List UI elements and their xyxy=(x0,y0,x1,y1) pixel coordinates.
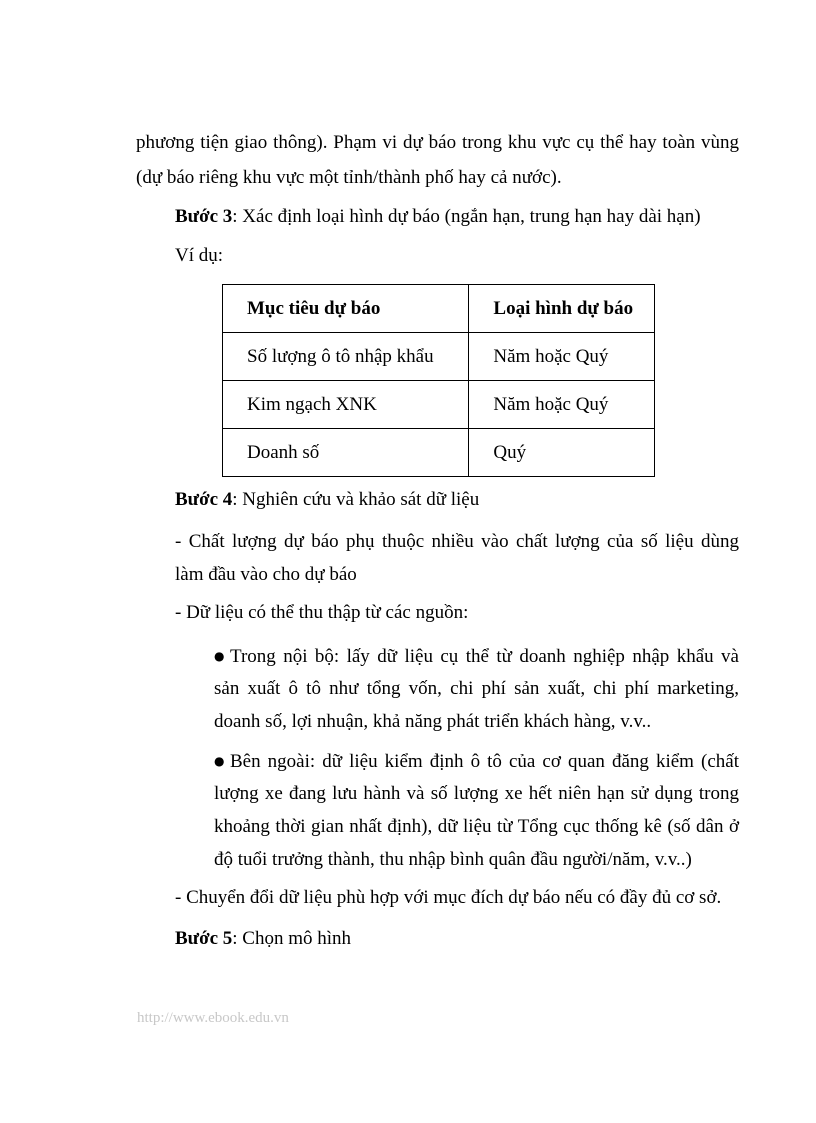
step-4-label: Bước 4 xyxy=(175,489,233,510)
step-5-text: : Chọn mô hình xyxy=(232,928,352,949)
table-header-cell: Loại hình dự báo xyxy=(469,285,655,333)
table-row xyxy=(223,381,655,429)
footer-url: http://www.ebook.edu.vn xyxy=(137,1010,289,1026)
step-5-heading xyxy=(175,927,351,951)
internal-source-line-3: doanh số, lợi nhuận, khả năng phát triển khách hàng, v.v.. xyxy=(214,711,652,732)
conversion-point: - Chuyển đổi dữ liệu phù hợp với mục đích dự báo nếu có đầy đủ cơ sở. xyxy=(175,887,722,908)
table-cell: Năm hoặc Quý xyxy=(469,333,655,381)
table-cell: Năm hoặc Quý xyxy=(469,381,655,429)
step-3-text: : Xác định loại hình dự báo (ngắn hạn, trung hạn hay dài hạn) xyxy=(232,206,701,227)
table-cell: Doanh số xyxy=(223,429,469,477)
forecast-table xyxy=(222,284,655,477)
internal-source-line-2: sản xuất ô tô như tổng vốn, chi phí sản xuất, chi phí marketing, xyxy=(214,678,739,699)
sources-point: - Dữ liệu có thể thu thập từ các nguồn: xyxy=(175,602,469,623)
step-3-heading xyxy=(175,205,701,229)
table-header-row xyxy=(223,285,655,333)
quality-point-line-1: - Chất lượng dự báo phụ thuộc nhiều vào chất lượng của số liệu dùng xyxy=(175,531,739,552)
step-4-text: : Nghiên cứu và khảo sát dữ liệu xyxy=(232,489,480,510)
table-cell: Kim ngạch XNK xyxy=(223,381,469,429)
table-cell: Quý xyxy=(469,429,655,477)
external-source-line-3: khoảng thời gian nhất định), dữ liệu từ Tổng cục thống kê (số dân ở xyxy=(214,816,739,837)
step-4-heading xyxy=(175,488,479,512)
internal-source-line-1: ● Trong nội bộ: lấy dữ liệu cụ thể từ doanh nghiệp nhập khẩu và xyxy=(214,646,739,667)
quality-point-line-2: làm đầu vào cho dự báo xyxy=(175,564,357,585)
table-cell: Số lượng ô tô nhập khẩu xyxy=(223,333,469,381)
table-row xyxy=(223,429,655,477)
table-header-cell: Mục tiêu dự báo xyxy=(223,285,469,333)
step-3-label: Bước 3 xyxy=(175,206,233,227)
table-row xyxy=(223,333,655,381)
bullet-icon: ● xyxy=(214,754,225,768)
external-source-line-1: ● Bên ngoài: dữ liệu kiểm định ô tô của cơ quan đăng kiểm (chất xyxy=(214,751,739,772)
bullet-icon: ● xyxy=(214,649,225,663)
external-source-line-4: độ tuổi trưởng thành, thu nhập bình quân đầu người/năm, v.v..) xyxy=(214,849,692,870)
intro-line-1: phương tiện giao thông). Phạm vi dự báo trong khu vực cụ thể hay toàn vùng xyxy=(136,132,739,153)
example-label: Ví dụ: xyxy=(175,245,224,266)
step-5-label: Bước 5 xyxy=(175,928,233,949)
intro-line-2: (dự báo riêng khu vực một tỉnh/thành phố hay cả nước). xyxy=(136,167,562,188)
external-source-line-2: lượng xe đang lưu hành và số lượng xe hết niên hạn sử dụng trong xyxy=(214,783,739,804)
